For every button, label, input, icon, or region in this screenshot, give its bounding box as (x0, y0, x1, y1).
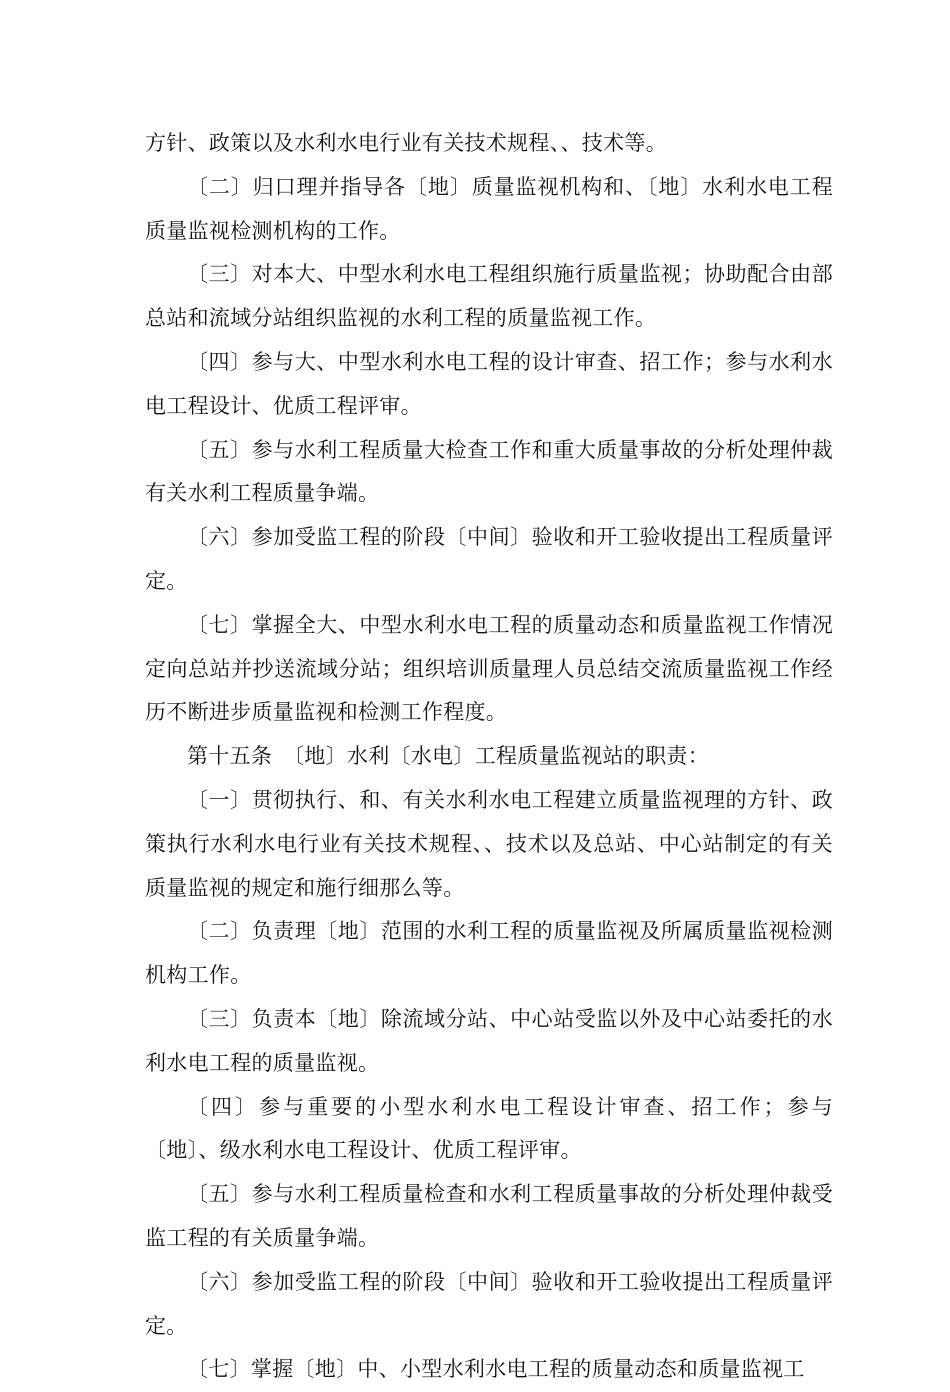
paragraph: 〔六〕参加受监工程的阶段〔中间〕验收和开工验收提出工程质量评定。 (145, 525, 833, 593)
paragraph: 〔五〕参与水利工程质量检查和水利工程质量事故的分析处理仲裁受监工程的有关质量争端。 (145, 1182, 833, 1250)
document-body (145, 122, 833, 1392)
paragraph: 〔五〕参与水利工程质量大检查工作和重大质量事故的分析处理仲裁有关水利工程质量争端。 (145, 437, 833, 506)
paragraph: 方针、政策以及水利水电行业有关技术规程、、技术等。 (145, 131, 667, 155)
paragraph: 〔二〕负责理〔地〕范围的水利工程的质量监视及所属质量监视检测机构工作。 (145, 919, 833, 988)
paragraph: 〔三〕对本大、中型水利水电工程组织施行质量监视；协助配合由部总站和流域分站组织监视的水利工程的质量监视工作。 (145, 262, 833, 331)
paragraph: 〔七〕掌握〔地〕中、小型水利水电工程的质量动态和质量监视工 (187, 1357, 805, 1382)
article-heading: 第十五条 〔地〕水利〔水电〕工程质量监视站的职责： (187, 744, 709, 769)
paragraph: 〔一〕贯彻执行、和、有关水利水电工程建立质量监视理的方针、政策执行水利水电行业有关技术规程、、技术以及总站、中心站制定的有关质量监视的规定和施行细那么等。 (145, 787, 833, 900)
paragraph: 〔四〕参与重要的小型水利水电工程设计审查、招工作；参与〔地〕、级水利水电工程设计、优质工程评审。 (145, 1094, 833, 1163)
paragraph: 〔四〕参与大、中型水利水电工程的设计审查、招工作；参与水利水电工程设计、优质工程评审。 (145, 349, 833, 418)
paragraph: 〔三〕负责本〔地〕除流域分站、中心站受监以外及中心站委托的水利水电工程的质量监视。 (145, 1006, 833, 1075)
paragraph: 〔七〕掌握全大、中型水利水电工程的质量动态和质量监视工作情况定向总站并抄送流域分站；组织培训质量理人员总结交流质量监视工作经历不断进步质量监视和检测工作程度。 (145, 612, 833, 725)
paragraph: 〔二〕归口理并指导各〔地〕质量监视机构和、〔地〕水利水电工程质量监视检测机构的工作。 (145, 174, 833, 243)
paragraph: 〔六〕参加受监工程的阶段〔中间〕验收和开工验收提出工程质量评定。 (145, 1269, 833, 1338)
